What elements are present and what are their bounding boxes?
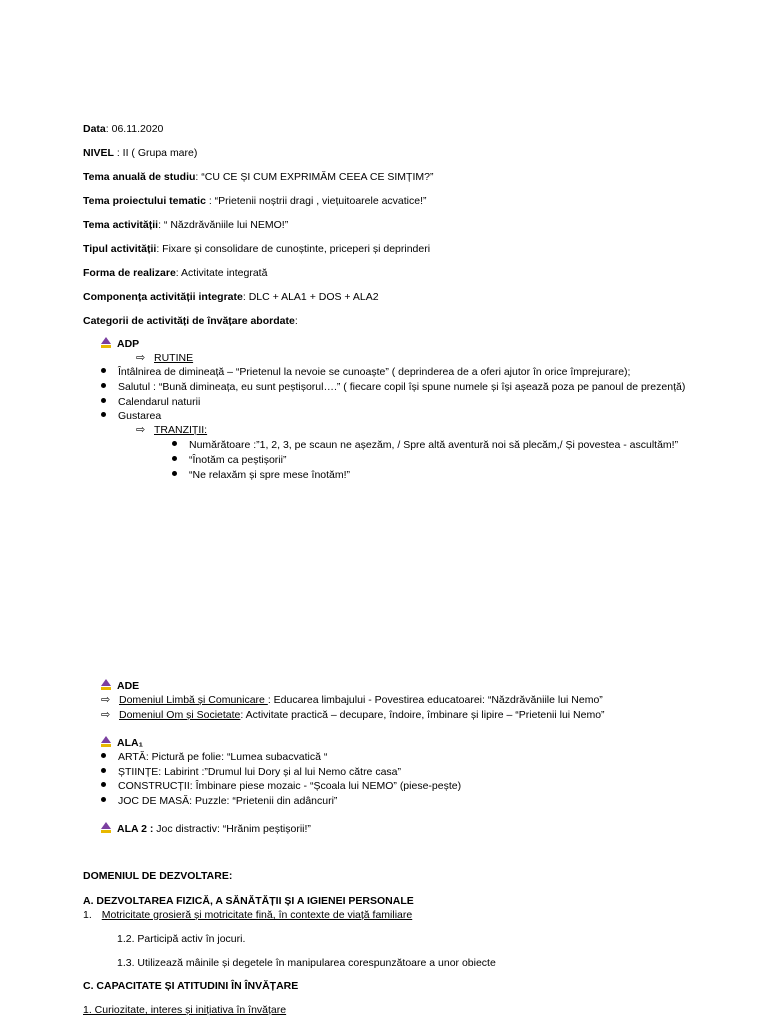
- bullet-icon: [172, 471, 177, 476]
- development-domain-heading: DOMENIUL DE DEZVOLTARE:: [83, 870, 233, 882]
- ade-heading: ADE: [101, 679, 139, 693]
- section-c-heading: C. CAPACITATE ȘI ATITUDINI ÎN ÎNVĂȚARE: [83, 980, 299, 992]
- date-line: Data: 06.11.2020: [83, 123, 164, 135]
- form-line: Forma de realizare: Activitate integrată: [83, 267, 268, 279]
- bullet-icon: [101, 398, 106, 403]
- bullet-icon: [101, 368, 106, 373]
- domain-language-line: ⇨ Domeniul Limbă și Comunicare : Educarea limbajului - Povestirea educatoarei: “Năzdrăvăniile lui Nemo”: [101, 694, 603, 706]
- bullet-icon: [101, 383, 106, 388]
- section-a-item-1-3: 1.3. Utilizează mâinile și degetele în manipularea corespunzătoare a unor obiecte: [117, 957, 496, 969]
- arrow-right-icon: ⇨: [136, 424, 146, 436]
- bullet-icon: [101, 768, 106, 773]
- list-item: ARTĂ: Pictură pe folie: “Lumea subacvatică “: [101, 750, 327, 764]
- list-item: “Ne relaxăm și spre mese înotăm!”: [172, 468, 350, 482]
- arrow-right-icon: ⇨: [136, 352, 146, 364]
- section-a-heading: A. DEZVOLTAREA FIZICĂ, A SĂNĂTĂȚII ȘI A IGIENEI PERSONALE: [83, 895, 414, 907]
- bullet-icon: [101, 412, 106, 417]
- list-item: CONSTRUCȚII: Îmbinare piese mozaic - “Școala lui NEMO” (piese-pește): [101, 779, 461, 793]
- section-a-item-1-2: 1.2. Participă activ în jocuri.: [117, 933, 246, 945]
- bullet-icon: [101, 782, 106, 787]
- bullet-icon: [172, 441, 177, 446]
- categories-line: Categorii de activități de învățare abordate:: [83, 315, 298, 327]
- section-a-item-1: 1. Motricitate grosieră și motricitate fină, în contexte de viață familiare: [83, 909, 413, 921]
- list-item: Numărătoare :”1, 2, 3, pe scaun ne așezăm, / Spre altă aventură noi să plecăm,/ Și povestea - ascultăm!”: [172, 438, 678, 452]
- section-c-item-1: 1. Curiozitate, interes și inițiativa în învățare: [83, 1004, 287, 1016]
- level-line: NIVEL : II ( Grupa mare): [83, 147, 198, 159]
- list-item: Calendarul naturii: [101, 395, 200, 409]
- ala2-line: ALA 2 : Joc distractiv: “Hrănim peștișorii!”: [101, 822, 311, 836]
- components-line: Componența activității integrate: DLC + ALA1 + DOS + ALA2: [83, 291, 379, 303]
- activity-theme-line: Tema activității: “ Năzdrăvăniile lui NEMO!”: [83, 219, 289, 231]
- list-item: Întâlnirea de dimineață – “Prietenul la nevoie se cunoaște” ( deprinderea de a oferi ajutor în orice împrejurare);: [101, 365, 630, 379]
- annual-theme-line: Tema anuală de studiu: “CU CE ȘI CUM EXPRIMĂM CEEA CE SIMȚIM?”: [83, 171, 434, 183]
- bullet-icon: [101, 753, 106, 758]
- triangle-bullet-icon: [101, 679, 111, 691]
- list-item: “Înotăm ca peștișorii”: [172, 453, 286, 467]
- triangle-bullet-icon: [101, 337, 111, 349]
- routines-label: ⇨ RUTINE: [136, 352, 194, 364]
- adp-heading: ADP: [101, 337, 139, 351]
- project-theme-line: Tema proiectului tematic : “Prietenii noștrii dragi , viețuitoarele acvatice!”: [83, 195, 427, 207]
- ala1-heading: ALA₁: [101, 736, 143, 750]
- list-item: Gustarea: [101, 409, 161, 423]
- arrow-right-icon: ⇨: [101, 709, 111, 721]
- list-item: JOC DE MASĂ: Puzzle: “Prietenii din adâncuri”: [101, 794, 337, 808]
- bullet-icon: [101, 797, 106, 802]
- bullet-icon: [172, 456, 177, 461]
- list-item: ȘTIINȚE: Labirint :”Drumul lui Dory și al lui Nemo către casa”: [101, 765, 401, 779]
- list-item: Salutul : “Bună dimineața, eu sunt peștișorul….” ( fiecare copil își spune numele și își așează poza pe panoul de prezență): [101, 380, 685, 394]
- triangle-bullet-icon: [101, 736, 111, 748]
- transitions-label: ⇨ TRANZIȚII:: [136, 424, 208, 436]
- triangle-bullet-icon: [101, 822, 111, 834]
- activity-type-line: Tipul activității: Fixare și consolidare de cunoștinte, priceperi și deprinderi: [83, 243, 431, 255]
- domain-society-line: ⇨ Domeniul Om și Societate: Activitate practică – decupare, îndoire, îmbinare și lipire – “Prietenii lui Nemo”: [101, 709, 605, 721]
- arrow-right-icon: ⇨: [101, 694, 111, 706]
